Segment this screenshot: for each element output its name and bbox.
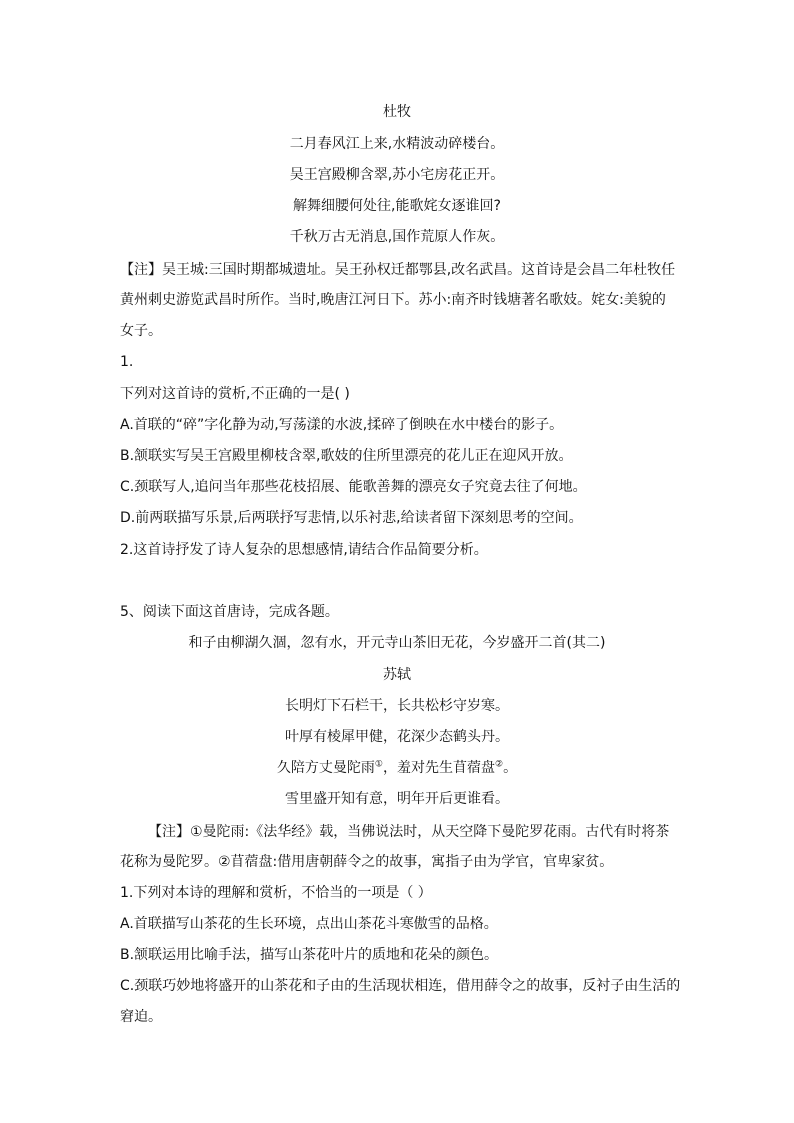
section5-line-3-part-3: 。	[503, 760, 518, 776]
poem1-line-4: 千秋万古无消息,国作荒原人作灰。	[289, 229, 505, 245]
section5-note-line-2: 花称为曼陀罗。②苜蓿盘:借用唐朝薛令之的故事，寓指子由为学官，官卑家贫。	[120, 854, 614, 870]
section5-line-4: 雪里盛开知有意，明年开后更谁看。	[285, 791, 509, 807]
poem1-line-2: 吴王宫殿柳含翠,苏小宅房花正开。	[289, 167, 505, 183]
poem1-note-line-3: 女子。	[120, 323, 162, 339]
question-number: 1.	[120, 354, 134, 370]
section5-option-a: A.首联描写山茶花的生长环境，点出山茶花斗寒傲雪的品格。	[120, 916, 498, 932]
section5-intro: 5、阅读下面这首唐诗，完成各题。	[120, 604, 339, 620]
poem1-line-1: 二月春风江上来,水精波动碎楼台。	[289, 136, 505, 152]
footnote-mark-2: ②	[495, 759, 504, 770]
poem1-note-line-1: 【注】吴王城:三国时期都城遗址。吴王孙权迁都鄂县,改名武昌。这首诗是会昌二年杜牧任	[120, 262, 676, 278]
poem1-author: 杜牧	[383, 104, 411, 120]
section5-note-line-1: 【注】①曼陀雨:《法华经》载，当佛说法时，从天空降下曼陀罗花雨。古代有时将茶	[148, 824, 670, 840]
section5-line-3-part-2: ，羞对先生苜蓿盘	[383, 760, 495, 776]
poem1-line-3: 解舞细腰何处往,能歌姹女逐谁回?	[293, 198, 501, 214]
section5-question-1: 1.下列对本诗的理解和赏析，不恰当的一项是（ ）	[120, 885, 432, 901]
poem1-option-a: A.首联的“碎”字化静为动,写荡漾的水波,揉碎了倒映在水中楼台的影子。	[120, 417, 564, 433]
footnote-mark-1: ①	[374, 759, 383, 770]
poem1-note-line-2: 黄州刺史游览武昌时所作。当时,晚唐江河日下。苏小:南齐时钱塘著名歌妓。姹女:美貌的	[120, 292, 666, 308]
section5-poem-author: 苏轼	[383, 667, 411, 683]
section5-line-2: 叶厚有棱犀甲健，花深少态鹤头丹。	[285, 729, 509, 745]
poem1-option-c: C.颈联写人,追问当年那些花枝招展、能歌善舞的漂亮女子究竟去往了何地。	[120, 479, 587, 495]
section5-poem-title: 和子由柳湖久涸，忽有水，开元寺山茶旧无花，今岁盛开二首(其二)	[188, 635, 606, 651]
section5-line-3	[0, 758, 794, 778]
section5-line-1: 长明灯下石栏干，长共松杉守岁寒。	[285, 698, 509, 714]
section5-option-b: B.颔联运用比喻手法，描写山茶花叶片的质地和花朵的颜色。	[120, 947, 499, 963]
section5-option-c-continued: 窘迫。	[120, 1009, 162, 1025]
poem1-option-b: B.颔联实写吴王宫殿里柳枝含翠,歌妓的住所里漂亮的花儿正在迎风开放。	[120, 448, 573, 464]
section5-line-3-part-1: 久陪方丈曼陀雨	[276, 760, 375, 776]
poem1-question-1: 下列对这首诗的赏析,不正确的一是( )	[120, 386, 350, 402]
poem1-question-2: 2.这首诗抒发了诗人复杂的思想感情,请结合作品简要分析。	[120, 542, 488, 558]
section5-option-c: C.颈联巧妙地将盛开的山茶花和子由的生活现状相连，借用薛令之的故事，反衬子由生活的	[120, 978, 681, 994]
poem1-option-d: D.前两联描写乐景,后两联抒写悲情,以乐衬悲,给读者留下深刻思考的空间。	[120, 510, 583, 526]
